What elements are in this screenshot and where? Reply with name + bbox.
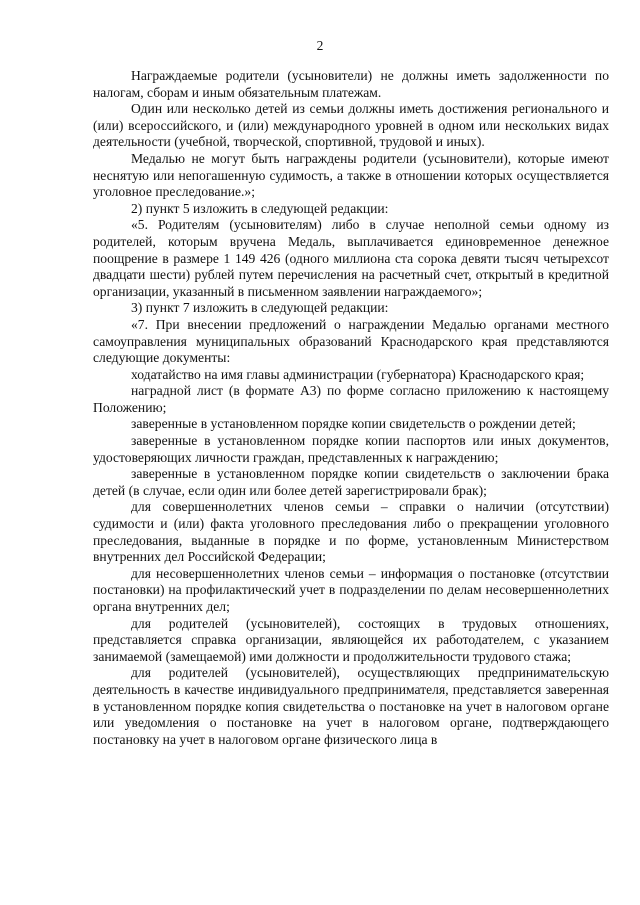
paragraph: для родителей (усыновителей), состоящих в трудовых отношениях, представляется справка организации, являющейся их работодателем, с указанием занимаемой (замещаемой) ими должности и продолжительности трудового стажа; <box>93 615 609 664</box>
paragraph: для совершеннолетних членов семьи – справки о наличии (отсутствии) судимости и (или) факта уголовного преследования либо о прекращении уголовного преследования, выданные в порядке и по форме, установленным Министерством внутренних дел Российской Федерации; <box>93 499 609 565</box>
paragraph: заверенные в установленном порядке копии свидетельств о рождении детей; <box>131 416 576 432</box>
paragraph: Один или несколько детей из семьи должны иметь достижения регионального и (или) всероссийского, и (или) международного уровней в одном или нескольких видах деятельности (учебной, творческой, спортивной, трудовой и иных). <box>93 101 609 150</box>
document-body <box>93 68 609 748</box>
paragraph: «5. Родителям (усыновителям) либо в случае неполной семьи одному из родителей, которым вручена Медаль, выплачивается единовременное денежное поощрение в размере 1 149 426 (одного миллиона ста сорока девяти тысяч четырехсот двадцати шести) рублей путем перечисления на расчетный счет, открытый в кредитной организации, указанный в письменном заявлении награждаемого»; <box>93 217 609 299</box>
paragraph: «7. При внесении предложений о награждении Медалью органами местного самоуправления муниципальных образований Краснодарского края представляются следующие документы: <box>93 316 609 366</box>
paragraph: наградной лист (в формате А3) по форме согласно приложению к настоящему Положению; <box>93 383 609 415</box>
paragraph: заверенные в установленном порядке копии паспортов или иных документов, удостоверяющих личности граждан, представленных к награждению; <box>93 433 609 465</box>
paragraph: Награждаемые родители (усыновители) не должны иметь задолженности по налогам, сборам и иным обязательным платежам. <box>93 68 609 100</box>
paragraph: ходатайство на имя главы администрации (губернатора) Краснодарского края; <box>131 366 585 382</box>
paragraph: заверенные в установленном порядке копии свидетельств о заключении брака детей (в случае, если один или более детей зарегистрировали брак); <box>93 466 609 498</box>
paragraph: для несовершеннолетних членов семьи – информация о постановке (отсутствии постановки) на профилактический учет в подразделении по делам несовершеннолетних органа внутренних дел; <box>93 565 609 614</box>
paragraph: для родителей (усыновителей), осуществляющих предпринимательскую деятельность в качестве индивидуального предпринимателя, представляется заверенная в установленном порядке копия свидетельства о постановке на учет в налоговом органе или уведомления о постановке на учет в налоговом органе, подтверждающего постановку на учет в налоговом органе физического лица в <box>93 665 609 747</box>
paragraph: 2) пункт 5 изложить в следующей редакции: <box>131 200 389 216</box>
paragraph: 3) пункт 7 изложить в следующей редакции: <box>131 300 389 316</box>
paragraph: Медалью не могут быть награждены родители (усыновители), которые имеют неснятую или непогашенную судимость, а также в отношении которых осуществляется уголовное преследование.»; <box>93 150 609 200</box>
page-number: 2 <box>316 38 324 53</box>
